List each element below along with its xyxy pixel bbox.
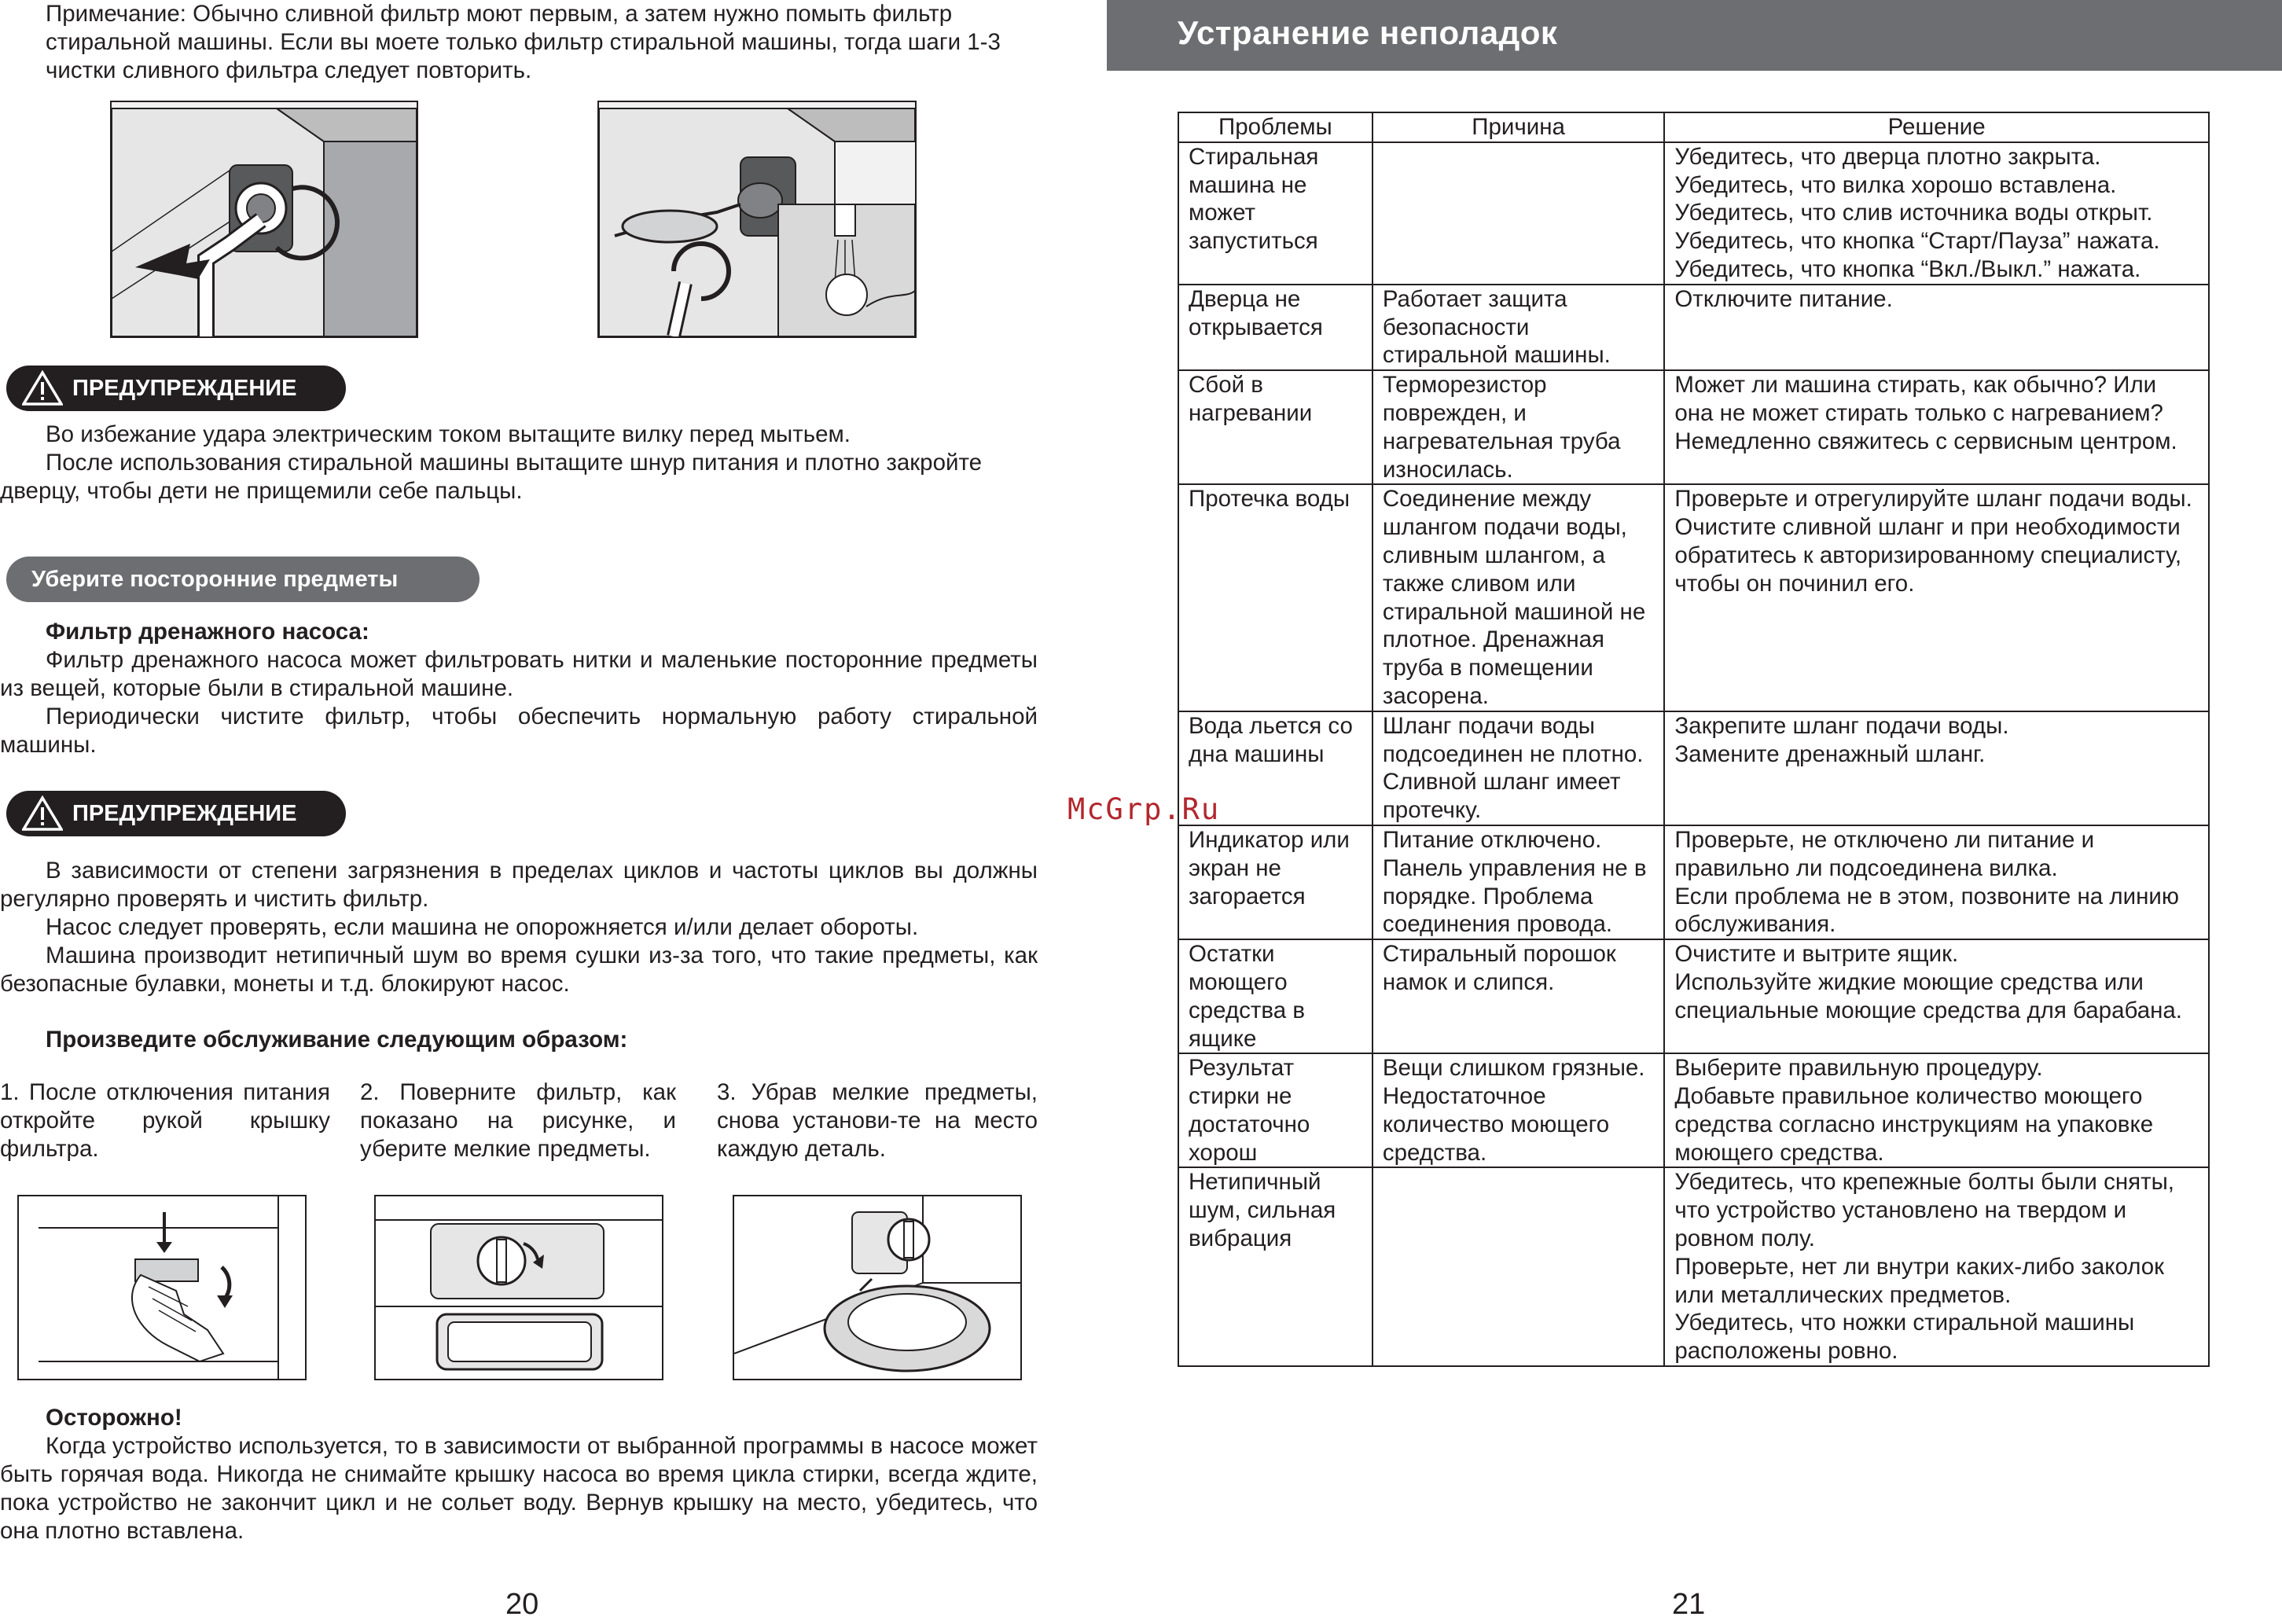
solution-line: Очистите сливной шланг и при необходимости обратитесь к авторизированному специалисту, чтобы он починил его.: [1674, 514, 2182, 597]
warning-triangle-icon: [22, 370, 63, 406]
warning2-paragraph-3: Машина производит нетипичный шум во время сушки из-за того, что такие предметы, как безопасные булавки, монеты и т.д. блокируют насос.: [0, 942, 1038, 997]
warning1-text: [0, 421, 1038, 505]
table-header-row: [1178, 112, 2209, 142]
caution-heading: Осторожно!: [46, 1405, 182, 1431]
column-header-cause: Причина: [1373, 112, 1665, 142]
solution-line: Отключите питание.: [1674, 285, 1893, 312]
step-1-figure: [17, 1195, 307, 1380]
solution-cell: [1664, 939, 2209, 1053]
solution-line: Убедитесь, что кнопка “Старт/Пауза” нажата.: [1674, 228, 2160, 255]
solution-cell: [1664, 370, 2209, 484]
cause-cell: Вещи слишком грязные. Недостаточное количество моющего средства.: [1373, 1053, 1665, 1167]
solution-line: Проверьте, не отключено ли питание и правильно ли подсоединена вилка.: [1674, 826, 2095, 881]
caution-block: [0, 1404, 1038, 1545]
page-title: Устранение неполадок: [1178, 14, 1558, 51]
filter-note: [46, 0, 1038, 85]
solution-line: Убедитесь, что вилка хорошо вставлена.: [1674, 171, 2117, 198]
solution-line: Убедитесь, что ножки стиральной машины расположены ровно.: [1674, 1310, 2135, 1365]
solution-line: Убедитесь, что крепежные болты были сняты, что устройство установлено на твердом и ровном полу.: [1674, 1169, 2175, 1252]
table-row: [1178, 484, 2209, 711]
cause-cell: Работает защита безопасности стиральной машины.: [1373, 285, 1665, 370]
solution-cell: [1664, 1167, 2209, 1366]
cause-cell: Питание отключено. Панель управления не в порядке. Проблема соединения провода.: [1373, 825, 1665, 939]
solution-line: Замените дренажный шланг.: [1674, 740, 1986, 767]
warning-badge-1: [6, 366, 346, 411]
right-page: [1107, 0, 2282, 1624]
table-row: [1178, 711, 2209, 825]
note-line-1: Примечание: Обычно сливной фильтр моют первым, а затем нужно помыть фильтр: [46, 1, 953, 27]
table-row: [1178, 1053, 2209, 1167]
filter-description: [0, 618, 1038, 759]
cause-cell: Шланг подачи воды подсоединен не плотно. Сливной шланг имеет протечку.: [1373, 711, 1665, 825]
troubleshooting-header: [1107, 0, 2282, 71]
solution-cell: [1664, 711, 2209, 825]
cause-cell: [1373, 142, 1665, 285]
table-row: [1178, 370, 2209, 484]
solution-line: Немедленно свяжитесь с сервисным центром.: [1674, 428, 2177, 454]
warning-label-2: ПРЕДУПРЕЖДЕНИЕ: [72, 801, 297, 826]
cause-cell: [1373, 1167, 1665, 1366]
problem-cell: Остатки моющего средства в ящике: [1178, 939, 1373, 1053]
solution-line: Убедитесь, что слив источника воды открыт.: [1674, 200, 2153, 226]
table-row: [1178, 939, 2209, 1053]
step-1-text: 1. После отключения питания откройте рукой крышку фильтра.: [0, 1079, 330, 1162]
warning2-paragraph-2: Насос следует проверять, если машина не опорожняется и/или делает обороты.: [46, 914, 919, 940]
filter-heading: Фильтр дренажного насоса:: [46, 619, 369, 645]
problem-cell: Результат стирки не достаточно хорош: [1178, 1053, 1373, 1167]
problem-cell: Вода льется со дна машины: [1178, 711, 1373, 825]
problem-cell: Протечка воды: [1178, 484, 1373, 711]
solution-line: Закрепите шланг подачи воды.: [1674, 712, 2009, 739]
note-line-3: чистки сливного фильтра следует повторить.: [46, 57, 532, 83]
problem-cell: Нетипичный шум, сильная вибрация: [1178, 1167, 1373, 1366]
cause-cell: Соединение между шлангом подачи воды, сливным шлангом, а также сливом или стиральной машиной не плотное. Дренажная труба в помещении засорена.: [1373, 484, 1665, 711]
section-title: Уберите посторонние предметы: [31, 567, 399, 592]
solution-line: Очистите и вытрите ящик.: [1674, 941, 1959, 968]
warning2-text: [0, 857, 1038, 998]
table-row: [1178, 285, 2209, 370]
table-row: [1178, 1167, 2209, 1366]
filter-paragraph-1: Фильтр дренажного насоса может фильтровать нитки и маленькие посторонние предметы из вещей, которые были в стиральной машине.: [0, 647, 1038, 701]
solution-cell: [1664, 825, 2209, 939]
filter-cleaning-figure: [597, 101, 917, 338]
warning1-line-2: После использования стиральной машины вытащите шнур питания и плотно закройте дверцу, чтобы дети не прищемили себе пальцы.: [0, 450, 983, 504]
warning-label-1: ПРЕДУПРЕЖДЕНИЕ: [72, 376, 297, 401]
problem-cell: Индикатор или экран не загорается: [1178, 825, 1373, 939]
problem-cell: Сбой в нагревании: [1178, 370, 1373, 484]
solution-line: Если проблема не в этом, позвоните на линию обслуживания.: [1674, 883, 2179, 938]
table-row: [1178, 825, 2209, 939]
step-2-figure: [374, 1195, 663, 1380]
solution-cell: [1664, 142, 2209, 285]
column-header-solution: Решение: [1664, 112, 2209, 142]
warning-badge-2: [6, 791, 346, 836]
solution-line: Используйте жидкие моющие средства или специальные моющие средства для барабана.: [1674, 968, 2183, 1023]
solution-line: Убедитесь, что дверца плотно закрыта.: [1674, 143, 2101, 170]
service-heading: Произведите обслуживание следующим образом:: [46, 1027, 628, 1053]
solution-line: Добавьте правильное количество моющего средства согласно инструкциям на упаковке моющего средства.: [1674, 1083, 2154, 1166]
watermark: McGrp.Ru: [1068, 792, 1221, 826]
cause-cell: Терморезистор поврежден, и нагревательная труба износилась.: [1373, 370, 1665, 484]
column-header-problems: Проблемы: [1178, 112, 1373, 142]
solution-cell: [1664, 1053, 2209, 1167]
left-page: [0, 0, 1116, 1624]
note-line-2: стиральной машины. Если вы моете только фильтр стиральной машины, тогда шаги 1-3: [46, 29, 1001, 55]
step-3-figure: [733, 1195, 1022, 1380]
solution-line: Убедитесь, что кнопка “Вкл./Выкл.” нажата.: [1674, 255, 2141, 282]
solution-cell: [1664, 285, 2209, 370]
caution-text: Когда устройство используется, то в зависимости от выбранной программы в насосе может быть горячая вода. Никогда не снимайте крышку насоса во время цикла стирки, всегда ждите, пока устройство не закончит цикл и не сольет воду. Вернув крышку на место, убедитесь, что она плотно вставлена.: [0, 1433, 1038, 1544]
problem-cell: Дверца не открывается: [1178, 285, 1373, 370]
page-number-left: 20: [505, 1588, 539, 1621]
solution-line: Проверьте и отрегулируйте шланг подачи воды.: [1674, 486, 2192, 513]
warning1-line-1: Во избежание удара электрическим током вытащите вилку перед мытьем.: [46, 421, 851, 447]
solution-line: Выберите правильную процедуру.: [1674, 1055, 2043, 1082]
drain-hose-figure: [110, 101, 418, 338]
solution-line: Проверьте, нет ли внутри каких-либо заколок или металлических предметов.: [1674, 1253, 2165, 1308]
cause-cell: Стиральный порошок намок и слипся.: [1373, 939, 1665, 1053]
step-2-text: 2. Поверните фильтр, как показано на рисунке, и уберите мелкие предметы.: [360, 1079, 676, 1162]
solution-cell: [1664, 484, 2209, 711]
problem-cell: Стиральная машина не может запуститься: [1178, 142, 1373, 285]
table-row: [1178, 142, 2209, 285]
solution-line: Может ли машина стирать, как обычно? Или она не может стирать только с нагреванием?: [1674, 372, 2163, 426]
page-number-right: 21: [1672, 1588, 1706, 1621]
warning-triangle-icon: [22, 795, 63, 832]
troubleshooting-table: [1178, 112, 2210, 1367]
warning2-paragraph-1: В зависимости от степени загрязнения в пределах циклов и частоты циклов вы должны регулярно проверять и чистить фильтр.: [0, 858, 1038, 912]
step-3-text: 3. Убрав мелкие предметы, снова установи-те на место каждую деталь.: [717, 1079, 1038, 1162]
section-title-badge: [6, 557, 480, 602]
filter-paragraph-2: Периодически чистите фильтр, чтобы обеспечить нормальную работу стиральной машины.: [0, 704, 1038, 758]
